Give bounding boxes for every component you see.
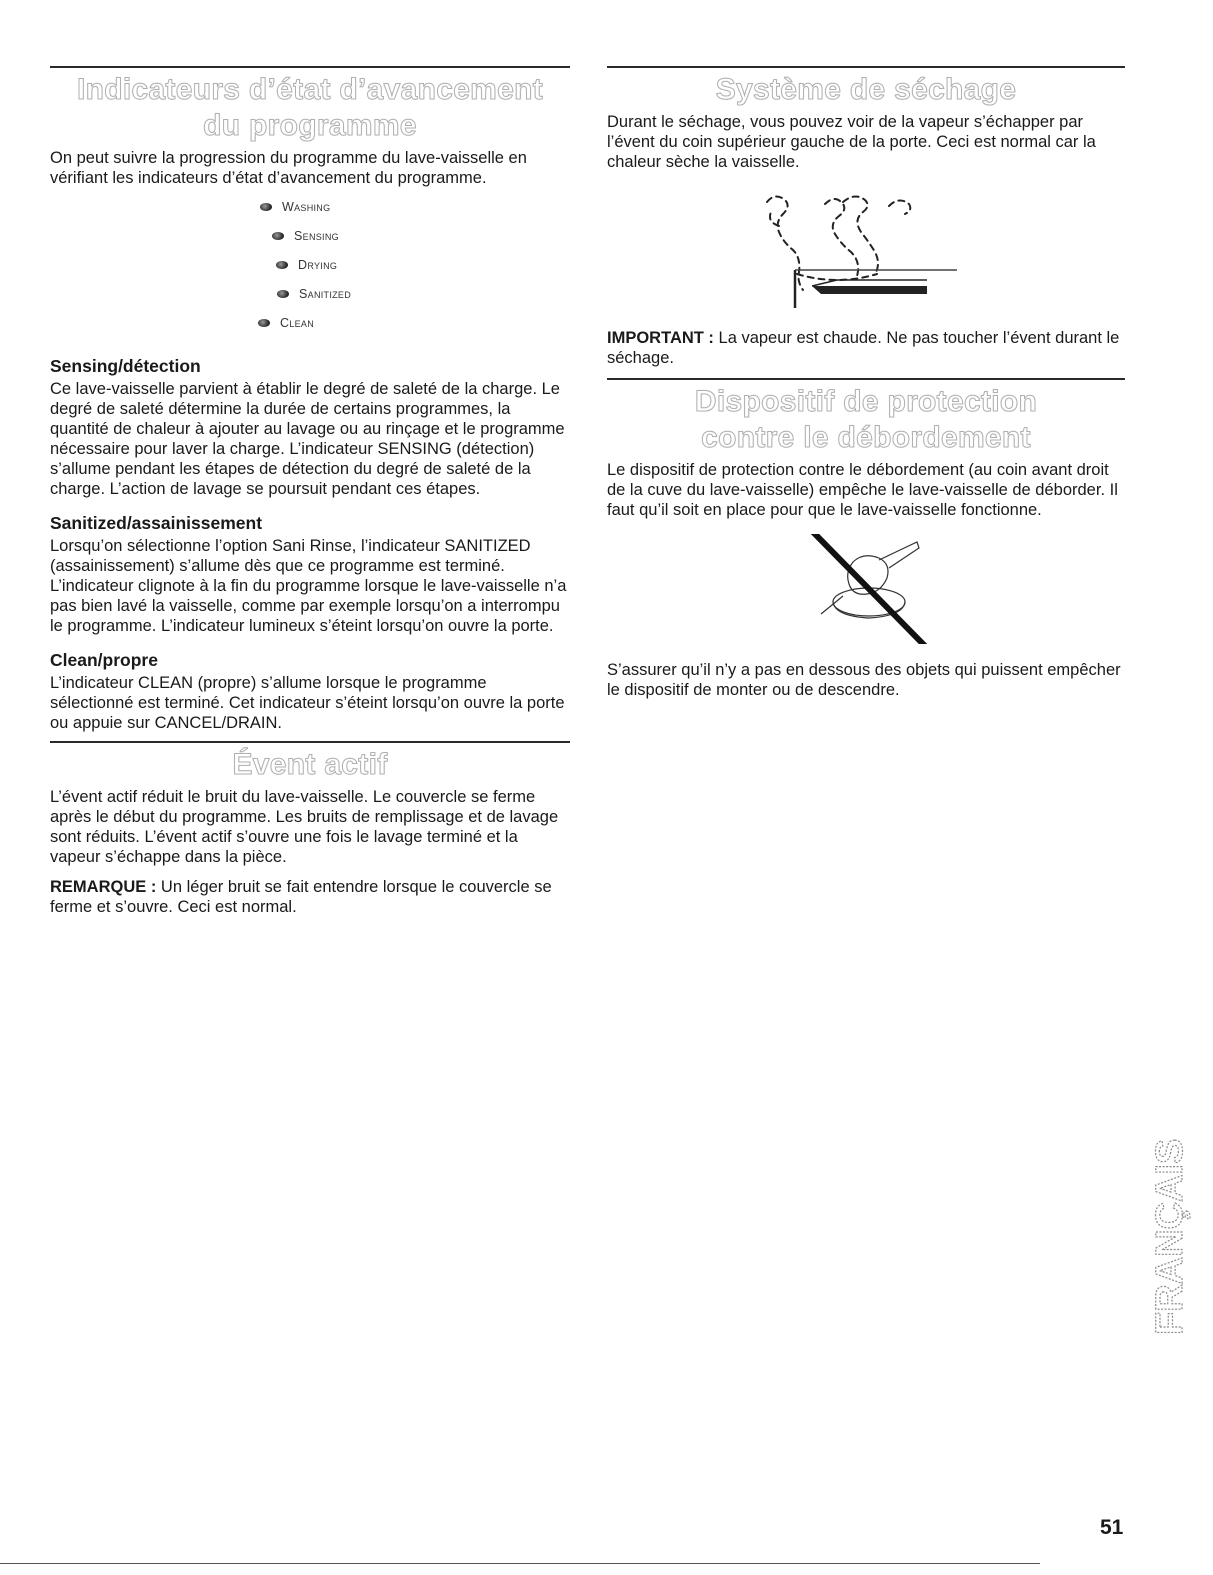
intro-paragraph: On peut suivre la progression du programme du lave-vaisselle en vérifiant les indicateurs d’état d’avancement du programme. bbox=[50, 149, 527, 187]
paragraph-sanitized: Lorsqu’on sélectionne l’option Sani Rinse, l’indicateur SANITIZED (assainissement) s’allume dès que ce programme est terminé. L’indicateur clignote à la fin du programme lorsque le lave-vaisselle n’a pas bien lavé la vaisselle, comme par exemple lorsqu’on a interrompu le programme. L’indicateur lumineux s’éteint lorsqu’on ouvre la porte. bbox=[50, 537, 567, 635]
indicator-light-icon bbox=[276, 261, 288, 269]
title-line: contre le débordement bbox=[701, 421, 1031, 454]
indicator-light-icon bbox=[277, 290, 289, 298]
section-rule bbox=[607, 378, 1125, 380]
note-paragraph bbox=[50, 877, 570, 917]
important-label: IMPORTANT : bbox=[607, 329, 714, 347]
section-rule bbox=[50, 741, 570, 743]
indicator-light-icon bbox=[272, 232, 284, 240]
language-tab-icon bbox=[1148, 1080, 1194, 1340]
page-number: 51 bbox=[1100, 1516, 1124, 1539]
section-title-active-vent bbox=[50, 747, 570, 783]
title-line: Indicateurs d’état d’avancement bbox=[76, 73, 544, 106]
indicator-label: Sanitized bbox=[299, 287, 352, 301]
subheading-sanitized: Sanitized/assainissement bbox=[50, 513, 263, 533]
paragraph-sensing: Ce lave-vaisselle parvient à établir le degré de saleté de la charge. Le degré de saleté détermine la durée de certains programmes, la quantité de chaleur à ajouter au lavage ou au rinçage et le programme nécessaire pour laver la charge. L’indicateur SENSING (détection) s’allume pendant les étapes de détection du degré de saleté de la charge. L’action de lavage se poursuit pendant ces étapes. bbox=[50, 380, 565, 498]
indicator-label: Washing bbox=[282, 200, 331, 214]
section-rule bbox=[50, 66, 570, 68]
steam-vent-illustration bbox=[607, 182, 1125, 322]
indicator-label: Drying bbox=[298, 258, 338, 272]
paragraph-caution: S’assurer qu’il n’y a pas en dessous des objets qui puissent empêcher le dispositif de monter ou de descendre. bbox=[607, 661, 1121, 699]
subheading-sensing: Sensing/détection bbox=[50, 356, 201, 376]
section-title-indicators bbox=[50, 72, 570, 144]
steam-icon bbox=[607, 182, 1125, 322]
indicator-light-icon bbox=[258, 319, 270, 327]
title-line: Dispositif de protection bbox=[694, 385, 1038, 418]
no-obstruction-icon bbox=[607, 534, 1125, 644]
indicator-drying bbox=[276, 258, 337, 272]
indicator-clean bbox=[258, 316, 314, 330]
right-column bbox=[607, 66, 1125, 710]
section-title-drying-system bbox=[607, 72, 1125, 108]
paragraph-overfill: Le dispositif de protection contre le débordement (au coin avant droit de la cuve du lave-vaisselle) empêche le lave-vaisselle de déborder. Il faut qu’il soit en place pour que le lave-vaisselle fonctionne. bbox=[607, 461, 1118, 519]
language-tab-label: FRANÇAIS bbox=[1149, 1138, 1191, 1335]
indicator-label: Clean bbox=[280, 316, 315, 330]
note-text: Un léger bruit se fait entendre lorsque le couvercle se ferme et s’ouvre. Ceci est normal. bbox=[50, 878, 552, 916]
left-column bbox=[50, 66, 570, 927]
section-title-overfill-protector bbox=[607, 384, 1125, 456]
indicator-washing bbox=[260, 200, 330, 214]
indicator-light-icon bbox=[260, 203, 272, 211]
important-paragraph bbox=[607, 328, 1125, 368]
important-text: La vapeur est chaude. Ne pas toucher l’évent durant le séchage. bbox=[607, 329, 1120, 367]
title-line: Système de séchage bbox=[715, 73, 1017, 106]
language-side-tab bbox=[1148, 1080, 1194, 1340]
section-rule bbox=[607, 66, 1125, 68]
title-line: du programme bbox=[203, 109, 417, 142]
footer-rule bbox=[0, 1563, 1040, 1564]
indicator-panel bbox=[50, 200, 570, 340]
indicator-label: Sensing bbox=[294, 229, 339, 243]
overfill-float-illustration bbox=[607, 534, 1125, 644]
title-line: Évent actif bbox=[232, 748, 388, 781]
indicator-sensing bbox=[272, 229, 339, 243]
note-label: REMARQUE : bbox=[50, 878, 157, 896]
paragraph-drying: Durant le séchage, vous pouvez voir de la vapeur s’échapper par l’évent du coin supérieur gauche de la porte. Ceci est normal car la chaleur sèche la vaisselle. bbox=[607, 113, 1096, 171]
paragraph-active-vent: L’évent actif réduit le bruit du lave-vaisselle. Le couvercle se ferme après le début du programme. Les bruits de remplissage et de lavage sont réduits. L’évent actif s’ouvre une fois le lavage terminé et la vapeur s’échappe dans la pièce. bbox=[50, 788, 559, 866]
subheading-clean: Clean/propre bbox=[50, 650, 158, 670]
paragraph-clean: L’indicateur CLEAN (propre) s’allume lorsque le programme sélectionné est terminé. Cet indicateur s’éteint lorsqu’on ouvre la porte ou appuie sur CANCEL/DRAIN. bbox=[50, 674, 565, 732]
indicator-sanitized bbox=[277, 287, 351, 301]
